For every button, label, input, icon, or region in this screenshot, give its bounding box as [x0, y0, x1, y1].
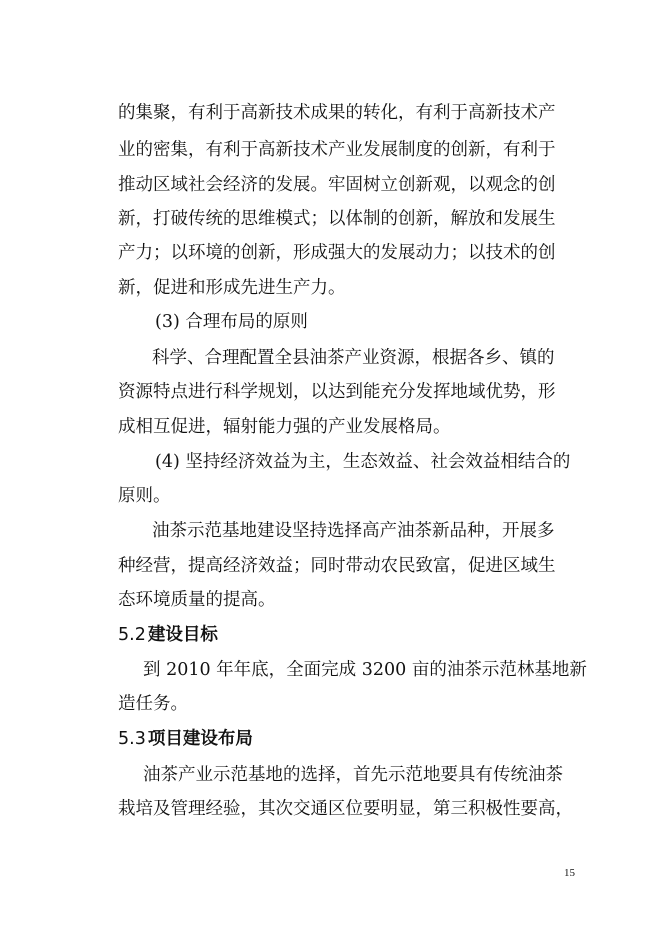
principle-heading-4: (4) 坚持经济效益为主，生态效益、社会效益相结合的 — [155, 452, 571, 472]
section-title: 项目建设布局 — [147, 729, 253, 749]
section-heading-5-3 — [118, 728, 253, 750]
principle-heading-3: (3) 合理布局的原则 — [155, 312, 308, 332]
body-line: 推动区域社会经济的发展。牢固树立创新观，以观念的创 — [118, 175, 556, 195]
body-line: 产力；以环境的创新，形成强大的发展动力；以技术的创 — [118, 243, 556, 263]
body-line: 原则。 — [118, 486, 171, 506]
body-line: 到 2010 年年底，全面完成 3200 亩的油茶示范林基地新 — [143, 660, 587, 680]
body-line: 栽培及管理经验，其次交通区位要明显，第三积极性要高， — [118, 799, 573, 819]
body-line: 的集聚，有利于高新技术成果的转化，有利于高新技术产 — [118, 103, 556, 123]
body-line: 造任务。 — [118, 694, 188, 714]
body-line: 态环境质量的提高。 — [118, 590, 276, 610]
body-line: 油茶产业示范基地的选择，首先示范地要具有传统油茶 — [143, 765, 563, 785]
body-line: 种经营，提高经济效益；同时带动农民致富，促进区域生 — [118, 556, 556, 576]
body-line: 业的密集，有利于高新技术产业发展制度的创新，有利于 — [118, 140, 556, 160]
body-line: 资源特点进行科学规划，以达到能充分发挥地域优势，形 — [118, 382, 556, 402]
body-line: 油茶示范基地建设坚持选择高产油茶新品种，开展多 — [152, 521, 555, 541]
section-number: 5.3 — [118, 729, 146, 749]
body-line: 新，打破传统的思维模式；以体制的创新，解放和发展生 — [118, 209, 556, 229]
body-line: 新，促进和形成先进生产力。 — [118, 278, 346, 298]
page-number: 15 — [564, 867, 575, 879]
section-heading-5-2 — [118, 624, 218, 646]
body-line: 科学、合理配置全县油茶产业资源，根据各乡、镇的 — [152, 348, 555, 368]
section-number: 5.2 — [118, 625, 146, 645]
section-title: 建设目标 — [147, 625, 218, 645]
body-line: 成相互促进，辐射能力强的产业发展格局。 — [118, 417, 451, 437]
